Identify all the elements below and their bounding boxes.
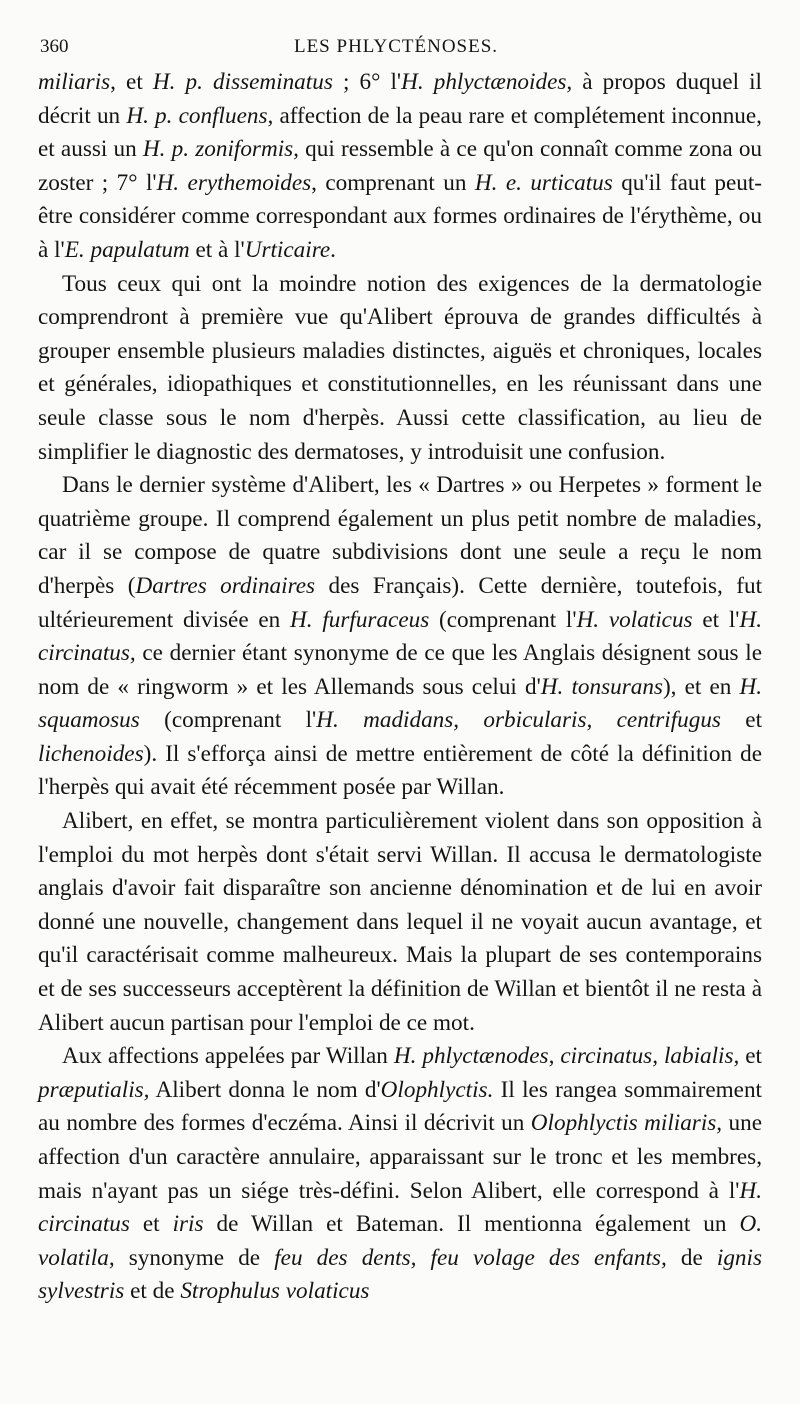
paragraph bbox=[38, 66, 762, 268]
text-run: Aux affections appelées par Willan bbox=[62, 1043, 394, 1070]
italic-term: E. papulatum bbox=[64, 236, 190, 263]
text-run: ; 6° l' bbox=[332, 69, 402, 95]
paragraph bbox=[38, 268, 762, 470]
text-run: et bbox=[129, 1211, 173, 1238]
text-run: . bbox=[330, 236, 336, 263]
text-run: (comprenant l' bbox=[139, 707, 317, 734]
italic-term: Strophulus volaticus bbox=[180, 1278, 370, 1305]
text-run: de bbox=[666, 1244, 717, 1271]
text-run: et l' bbox=[692, 606, 740, 633]
text-run: Dans le dernier système d'Alibert, les « Dartres » ou Herpetes » forment le quatrième groupe. Il comprend également un plus petit nombre de maladies, car il se compose de quatre subdivisions dont une seule a reçu le nom d'herpès ( bbox=[38, 472, 762, 599]
italic-term: H. phlyctænodes, circinatus, labialis, bbox=[393, 1043, 740, 1070]
italic-term: H. p. disseminatus bbox=[152, 69, 333, 95]
text-run: ), et en bbox=[662, 673, 740, 700]
paragraph bbox=[38, 805, 762, 1040]
italic-term: H. p. zoniformis, bbox=[142, 136, 299, 163]
text-run: une affection d'un caractère annulaire, apparaissant sur le tronc et les membres, mais n'ayant pas un siége très-défini. Selon Alibert, elle correspond à l' bbox=[38, 1110, 763, 1204]
italic-term: H. furfuraceus bbox=[290, 606, 430, 633]
italic-term: H. e. urticatus bbox=[474, 169, 613, 196]
italic-term: feu des dents, feu volage des enfants, bbox=[274, 1244, 667, 1271]
text-run: Alibert, en effet, se montra particulièrement violent dans son opposition à l'emploi du mot herpès dont s'était servi Willan. Il accusa le dermatologiste anglais d'avoir fait disparaître son ancienne dénomination et de lui en avoir donné une nouvelle, changement dans lequel il ne voyait aucun avantage, et qu'il caractérisait comme malheureux. Mais la plupart de ses contemporains et de ses successeurs acceptèrent la définition de Willan et bientôt il ne resta à Alibert aucun partisan pour l'emploi de ce mot. bbox=[38, 808, 762, 1036]
text-run: et bbox=[739, 1043, 762, 1070]
text-run: et de bbox=[124, 1278, 181, 1305]
italic-term: iris bbox=[172, 1211, 204, 1238]
text-run: Alibert donna le nom d' bbox=[149, 1076, 381, 1103]
text-run: ce dernier étant synonyme de ce que les Anglais désignent sous le nom de « ringworm » et les Allemands sous celui d' bbox=[38, 640, 762, 700]
italic-term: H. circinatus, bbox=[38, 606, 762, 667]
text-run: des Français). Cette dernière, toutefois, fut ultérieurement divisée en bbox=[38, 572, 763, 633]
page-number: 360 bbox=[40, 36, 69, 57]
text-run: et à l' bbox=[189, 236, 245, 263]
italic-term: lichenoides bbox=[38, 740, 144, 767]
text-run: Il les rangea sommairement au nombre des formes d'eczéma. Ainsi il décrivit un bbox=[38, 1076, 762, 1137]
italic-term: Olophlyctis. bbox=[380, 1076, 494, 1103]
paragraph bbox=[38, 1040, 762, 1309]
text-run: ). Il s'efforça ainsi de mettre entièrement de côté la définition de l'herpès qui avait été récemment posée par Willan. bbox=[38, 740, 762, 801]
italic-term: Dartres ordinaires bbox=[135, 572, 316, 599]
text-run: à propos duquel il décrit un bbox=[38, 69, 762, 129]
text-run: (comprenant l' bbox=[429, 606, 577, 633]
italic-term: H. circinatus bbox=[38, 1177, 762, 1238]
italic-term: miliaris bbox=[38, 69, 111, 95]
running-title: LES PHLYCTÉNOSES. bbox=[293, 36, 499, 57]
page-body bbox=[38, 66, 762, 1309]
italic-term: H. phlyctænoides, bbox=[401, 69, 573, 95]
italic-term: H. volaticus bbox=[576, 606, 693, 633]
text-run: , et bbox=[110, 69, 153, 95]
italic-term: H. squamosus bbox=[38, 673, 763, 734]
text-run: et bbox=[720, 707, 763, 734]
italic-term: ignis sylvestris bbox=[38, 1244, 762, 1305]
text-run: , comprenant un bbox=[311, 169, 475, 196]
italic-term: Urticaire bbox=[244, 236, 331, 263]
text-run: de Willan et Bateman. Il mentionna également un bbox=[203, 1211, 740, 1238]
text-run: affection de la peau rare et complétement inconnue, et aussi un bbox=[38, 102, 762, 163]
italic-term: H. p. confluens, bbox=[126, 102, 274, 129]
text-run: synonyme de bbox=[114, 1244, 275, 1271]
paragraph bbox=[38, 469, 762, 805]
page-header bbox=[32, 30, 760, 60]
text-run: qu'il faut peut-être considérer comme correspondant aux formes ordinaires de l'érythème, ou à l' bbox=[38, 169, 762, 263]
italic-term: præputialis, bbox=[38, 1076, 150, 1103]
text-run: qui ressemble à ce qu'on connaît comme zona ou zoster ; 7° l' bbox=[38, 136, 763, 196]
italic-term: H. erythemoides bbox=[156, 169, 312, 196]
italic-term: H. tonsurans bbox=[540, 673, 663, 700]
italic-term: Olophlyctis miliaris, bbox=[530, 1110, 723, 1137]
italic-term: O. volatila, bbox=[38, 1211, 762, 1271]
text-run: Tous ceux qui ont la moindre notion des exigences de la dermatologie comprendront à première vue qu'Alibert éprouva de grandes difficultés à grouper ensemble plusieurs maladies distinctes, aiguës et chroniques, locales et générales, idiopathiques et constitutionnelles, en les réunissant dans une seule classe sous le nom d'herpès. Aussi cette classification, au lieu de simplifier le diagnostic des dermatoses, y introduisit une confusion. bbox=[38, 270, 762, 465]
italic-term: H. madidans, orbicularis, centrifugus bbox=[316, 707, 721, 734]
